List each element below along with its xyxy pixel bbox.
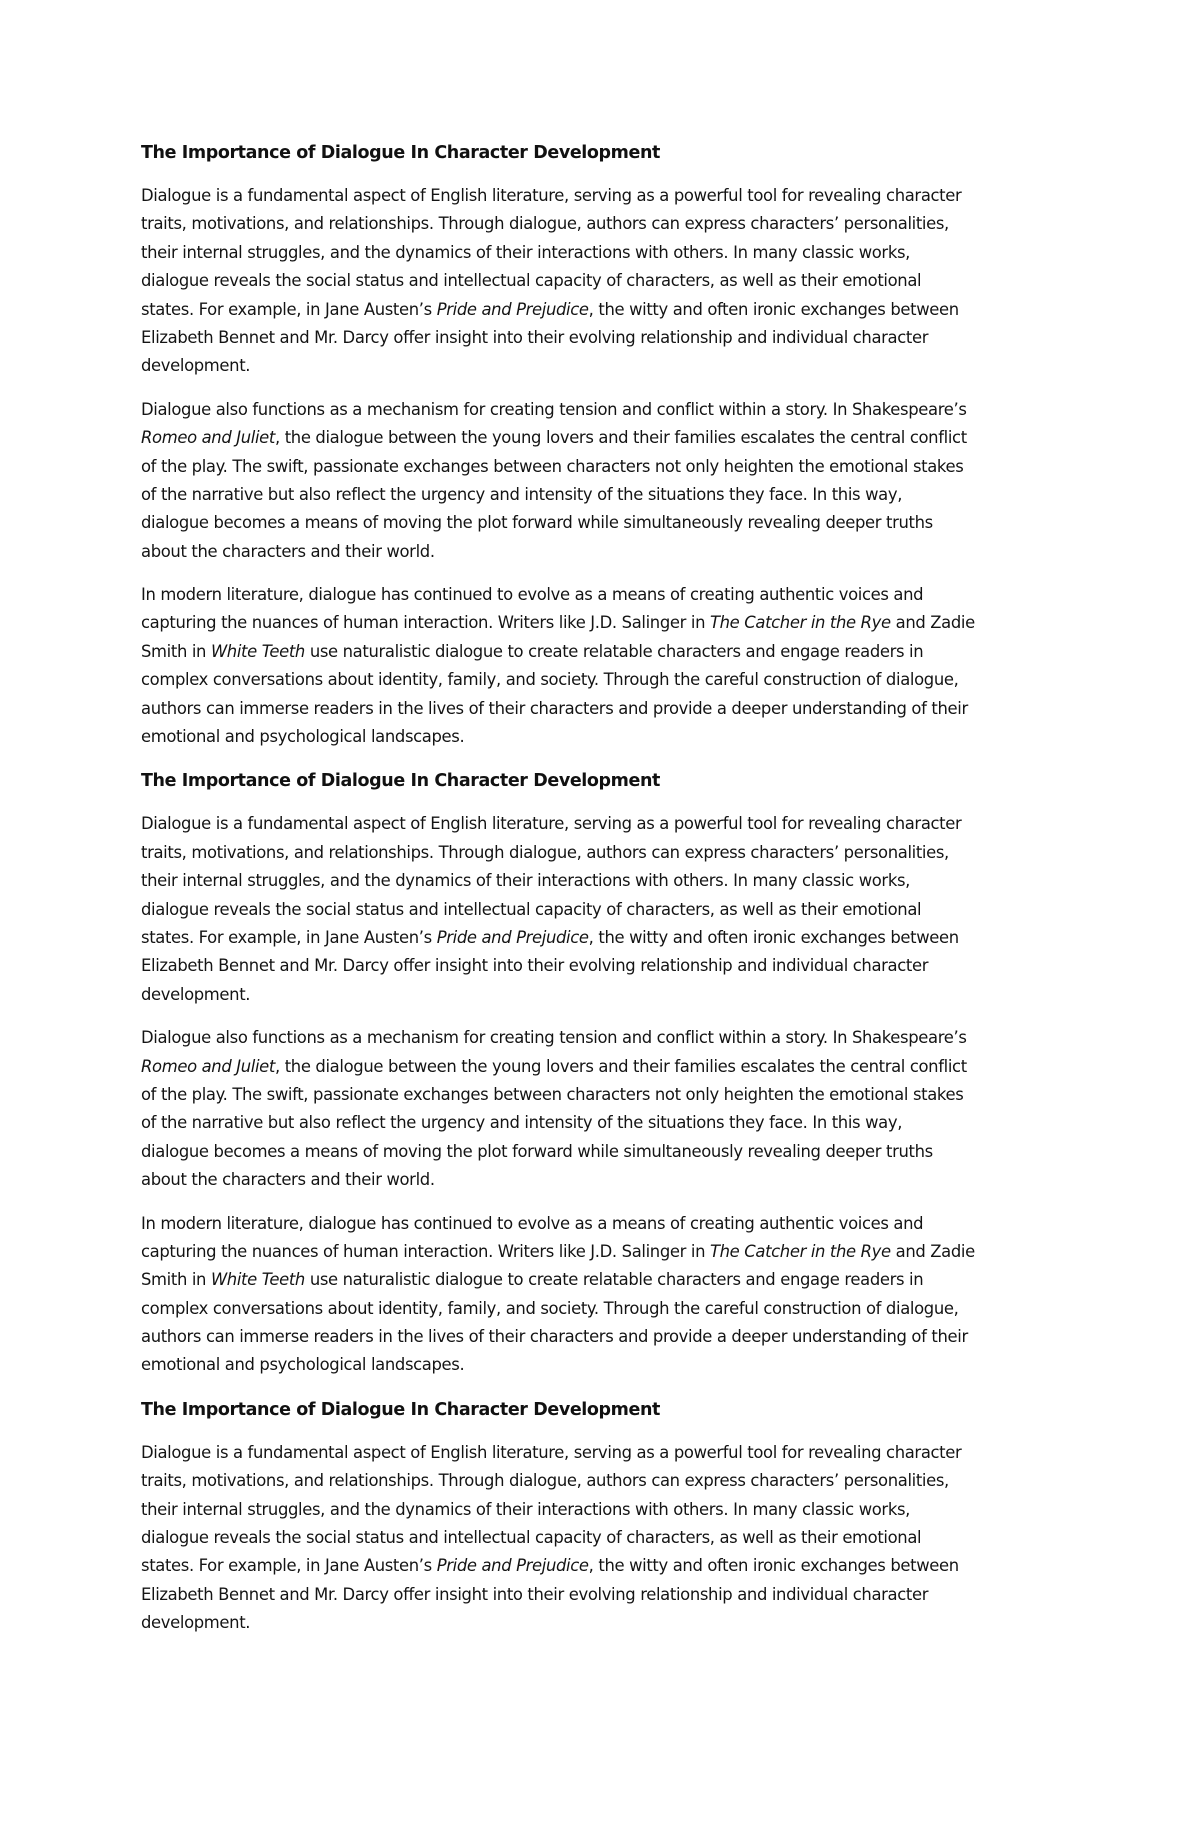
text-run: development. (141, 1613, 251, 1633)
section-heading: The Importance of Dialogue In Character Development (141, 143, 660, 163)
text-line (141, 1581, 1071, 1609)
text-run: states. For example, in Jane Austen’s (141, 927, 437, 947)
text-line (141, 867, 1071, 895)
body-paragraph (141, 1210, 1071, 1380)
text-run: and Zadie (890, 1241, 975, 1261)
text-run: traits, motivations, and relationships. Through dialogue, authors can express characters’ personalities, (141, 1471, 949, 1491)
text-run: Elizabeth Bennet and Mr. Darcy offer insight into their evolving relationship and individual character (141, 956, 929, 976)
text-run: Elizabeth Bennet and Mr. Darcy offer insight into their evolving relationship and individual character (141, 327, 929, 347)
text-line (141, 1609, 1071, 1637)
text-run: capturing the nuances of human interaction. Writers like J.D. Salinger in (141, 1241, 710, 1261)
text-line (141, 810, 1071, 838)
text-run: about the characters and their world. (141, 541, 435, 561)
body-paragraph (141, 182, 1071, 381)
text-run: development. (141, 356, 251, 376)
text-run: of the play. The swift, passionate exchanges between characters not only heighten the emotional stakes (141, 456, 964, 476)
text-line (141, 424, 1071, 452)
italic-title-text: Romeo and Juliet (141, 1056, 275, 1076)
text-line (141, 1552, 1071, 1580)
text-run: use naturalistic dialogue to create relatable characters and engage readers in (304, 1270, 924, 1290)
body-paragraph (141, 810, 1071, 1009)
italic-title-text: Pride and Prejudice (436, 1556, 589, 1576)
text-run: states. For example, in Jane Austen’s (141, 299, 437, 319)
text-line (141, 723, 1071, 751)
body-paragraph (141, 396, 1071, 566)
text-run: , the witty and often ironic exchanges between (588, 927, 959, 947)
document-section (141, 138, 1071, 751)
text-run: dialogue becomes a means of moving the plot forward while simultaneously revealing deeper truths (141, 1141, 933, 1161)
text-run: states. For example, in Jane Austen’s (141, 1556, 437, 1576)
text-run: Dialogue is a fundamental aspect of English literature, serving as a powerful tool for revealing character (141, 814, 962, 834)
text-run: Dialogue also functions as a mechanism for creating tension and conflict within a story. In Shakespeare’s (141, 1028, 967, 1048)
text-line (141, 1467, 1071, 1495)
text-run: In modern literature, dialogue has continued to evolve as a means of creating authentic voices and (141, 1213, 924, 1233)
text-line (141, 509, 1071, 537)
text-run: their internal struggles, and the dynamics of their interactions with others. In many classic works, (141, 1499, 911, 1519)
text-run: emotional and psychological landscapes. (141, 727, 465, 747)
text-run: Dialogue is a fundamental aspect of English literature, serving as a powerful tool for revealing character (141, 1442, 962, 1462)
text-line (141, 638, 1071, 666)
text-run: of the narrative but also reflect the urgency and intensity of the situations they face. In this way, (141, 1113, 903, 1133)
text-run: development. (141, 984, 251, 1004)
text-line (141, 839, 1071, 867)
italic-title-text: White Teeth (210, 641, 305, 661)
text-run: In modern literature, dialogue has continued to evolve as a means of creating authentic voices and (141, 585, 924, 605)
text-line (141, 1266, 1071, 1294)
italic-title-text: The Catcher in the Rye (709, 613, 891, 633)
text-run: , the witty and often ironic exchanges between (588, 1556, 959, 1576)
text-line (141, 267, 1071, 295)
text-line (141, 1524, 1071, 1552)
body-paragraph (141, 1024, 1071, 1194)
text-run: dialogue becomes a means of moving the plot forward while simultaneously revealing deeper truths (141, 513, 933, 533)
text-line (141, 952, 1071, 980)
text-line (141, 1323, 1071, 1351)
text-run: Dialogue is a fundamental aspect of English literature, serving as a powerful tool for revealing character (141, 186, 962, 205)
text-run: , the dialogue between the young lovers and their families escalates the central conflict (275, 428, 967, 448)
text-line (141, 296, 1071, 324)
text-line (141, 1138, 1071, 1166)
section-heading: The Importance of Dialogue In Character Development (141, 771, 660, 792)
text-run: traits, motivations, and relationships. Through dialogue, authors can express characters’ personalities, (141, 842, 949, 862)
text-run: their internal struggles, and the dynamics of their interactions with others. In many classic works, (141, 871, 911, 891)
text-line (141, 396, 1071, 424)
text-line (141, 1210, 1071, 1238)
text-line (141, 1166, 1071, 1194)
text-run: Smith in (141, 641, 211, 661)
text-run: emotional and psychological landscapes. (141, 1355, 465, 1375)
text-line (141, 1351, 1071, 1379)
document-section (141, 766, 1071, 1379)
text-line (141, 896, 1071, 924)
text-line (141, 538, 1071, 566)
text-run: their internal struggles, and the dynamics of their interactions with others. In many classic works, (141, 242, 911, 262)
italic-title-text: Romeo and Juliet (141, 428, 275, 448)
text-line (141, 695, 1071, 723)
body-paragraph (141, 581, 1071, 751)
text-run: authors can immerse readers in the lives of their characters and provide a deeper understanding of their (141, 698, 968, 718)
text-run: , the witty and often ironic exchanges between (588, 299, 959, 319)
text-line (141, 453, 1071, 481)
text-run: dialogue reveals the social status and intellectual capacity of characters, as well as their emotional (141, 899, 922, 919)
text-line (141, 1024, 1071, 1052)
text-run: and Zadie (890, 613, 975, 633)
document-section (141, 1395, 1071, 1638)
text-run: of the play. The swift, passionate exchanges between characters not only heighten the emotional stakes (141, 1084, 964, 1104)
text-line (141, 666, 1071, 694)
italic-title-text: Pride and Prejudice (436, 927, 589, 947)
italic-title-text: The Catcher in the Rye (709, 1241, 891, 1261)
text-line (141, 924, 1071, 952)
text-run: , the dialogue between the young lovers and their families escalates the central conflict (275, 1056, 967, 1076)
text-line (141, 481, 1071, 509)
text-line (141, 1295, 1071, 1323)
text-run: of the narrative but also reflect the urgency and intensity of the situations they face. In this way, (141, 484, 903, 504)
text-line (141, 581, 1071, 609)
text-line (141, 609, 1071, 637)
text-line (141, 239, 1071, 267)
text-run: dialogue reveals the social status and intellectual capacity of characters, as well as their emotional (141, 1528, 922, 1548)
text-line (141, 1238, 1071, 1266)
text-run: about the characters and their world. (141, 1170, 435, 1190)
text-run: dialogue reveals the social status and intellectual capacity of characters, as well as their emotional (141, 271, 922, 291)
text-run: complex conversations about identity, family, and society. Through the careful construction of dialogue, (141, 1298, 959, 1318)
text-run: complex conversations about identity, family, and society. Through the careful construction of dialogue, (141, 670, 959, 690)
text-run: Smith in (141, 1270, 211, 1290)
text-line (141, 1496, 1071, 1524)
document-page (141, 138, 1071, 1653)
text-run: traits, motivations, and relationships. Through dialogue, authors can express characters’ personalities, (141, 214, 949, 234)
text-run: authors can immerse readers in the lives of their characters and provide a deeper understanding of their (141, 1327, 968, 1347)
text-line (141, 1109, 1071, 1137)
text-run: use naturalistic dialogue to create relatable characters and engage readers in (304, 641, 924, 661)
text-run: Dialogue also functions as a mechanism for creating tension and conflict within a story. In Shakespeare’s (141, 399, 967, 419)
text-line (141, 1439, 1071, 1467)
text-run: capturing the nuances of human interaction. Writers like J.D. Salinger in (141, 613, 710, 633)
text-line (141, 1081, 1071, 1109)
section-heading: The Importance of Dialogue In Character Development (141, 1399, 660, 1420)
body-paragraph (141, 1439, 1071, 1638)
text-line (141, 1053, 1071, 1081)
italic-title-text: White Teeth (210, 1270, 305, 1290)
italic-title-text: Pride and Prejudice (436, 299, 589, 319)
text-line (141, 352, 1071, 380)
text-line (141, 182, 1071, 210)
text-line (141, 324, 1071, 352)
text-line (141, 210, 1071, 238)
text-line (141, 981, 1071, 1009)
text-run: Elizabeth Bennet and Mr. Darcy offer insight into their evolving relationship and individual character (141, 1584, 929, 1604)
